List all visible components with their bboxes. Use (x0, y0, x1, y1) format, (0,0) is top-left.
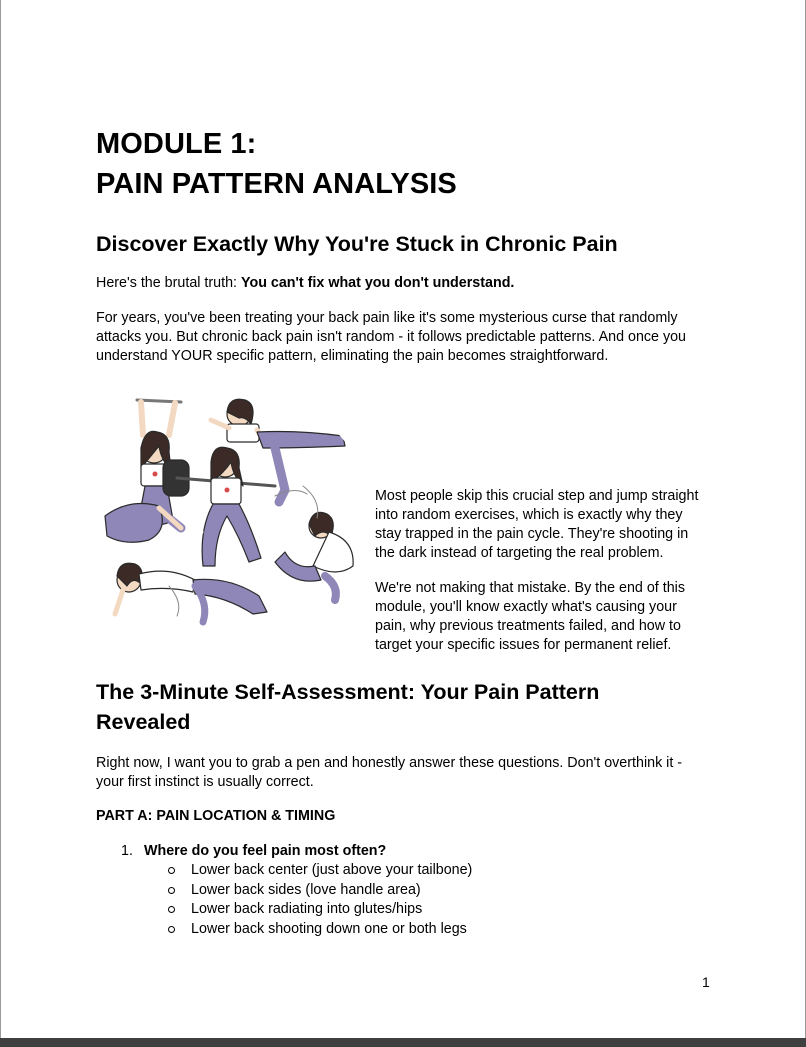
question-1-number: 1. (121, 843, 133, 859)
option-text: Lower back sides (love handle area) (191, 881, 421, 898)
hollow-bullet-icon (168, 887, 175, 894)
module-title-line2: PAIN PATTERN ANALYSIS (96, 168, 457, 200)
list-item (167, 900, 472, 920)
hollow-bullet-icon (168, 906, 175, 913)
figure-crunch (275, 512, 353, 600)
option-text: Lower back center (just above your tailbone) (191, 862, 473, 878)
module-title (96, 124, 457, 204)
viewer-bottom-bar (0, 1038, 806, 1047)
section-heading-chronic-pain: Discover Exactly Why You're Stuck in Chronic Pain (96, 232, 618, 256)
no-mistake-paragraph: We're not making that mistake. By the end of this module, you'll know exactly what's causing your pain, why previous treatments failed, and how to target your specific issues for permanent relief. (375, 580, 686, 653)
assessment-intro-paragraph: Right now, I want you to grab a pen and honestly answer these questions. Don't overthink it - your first instinct is usually correct. (96, 755, 683, 790)
hollow-bullet-icon (168, 867, 175, 874)
section-heading-self-assessment: The 3-Minute Self-Assessment: Your Pain Pattern Revealed (96, 680, 600, 734)
option-text: Lower back radiating into glutes/hips (191, 901, 423, 917)
list-item (167, 920, 472, 940)
brutal-truth-paragraph (96, 274, 706, 293)
exercise-illustration (99, 390, 367, 630)
figure-plank (115, 563, 267, 622)
question-1-text: Where do you feel pain most often? (144, 843, 387, 859)
question-1 (121, 842, 386, 861)
module-title-line1: MODULE 1: (96, 128, 257, 160)
list-item (167, 881, 472, 901)
figure-squat (163, 447, 275, 566)
list-item (167, 861, 472, 881)
figure-kneel (105, 504, 201, 543)
truth-prefix: Here's the brutal truth: (96, 275, 241, 291)
skip-step-paragraph: Most people skip this crucial step and jump straight into random exercises, which is exactly why they stay trapped in the pain cycle. They're shooting in the dark instead of targeting the real problem. (375, 488, 699, 561)
part-a-heading: PART A: PAIN LOCATION & TIMING (96, 808, 336, 824)
truth-bold: You can't fix what you don't understand. (240, 275, 515, 291)
hollow-bullet-icon (168, 926, 175, 933)
option-text: Lower back shooting down one or both legs (191, 920, 467, 937)
years-paragraph: For years, you've been treating your back pain like it's some mysterious curse that randomly attacks you. But chronic back pain isn't random - it follows predictable patterns. And once you understand YOUR specific pattern, eliminating the pain becomes straightforward. (96, 310, 687, 364)
question-1-options (167, 861, 472, 939)
page-number: 1 (702, 974, 710, 990)
